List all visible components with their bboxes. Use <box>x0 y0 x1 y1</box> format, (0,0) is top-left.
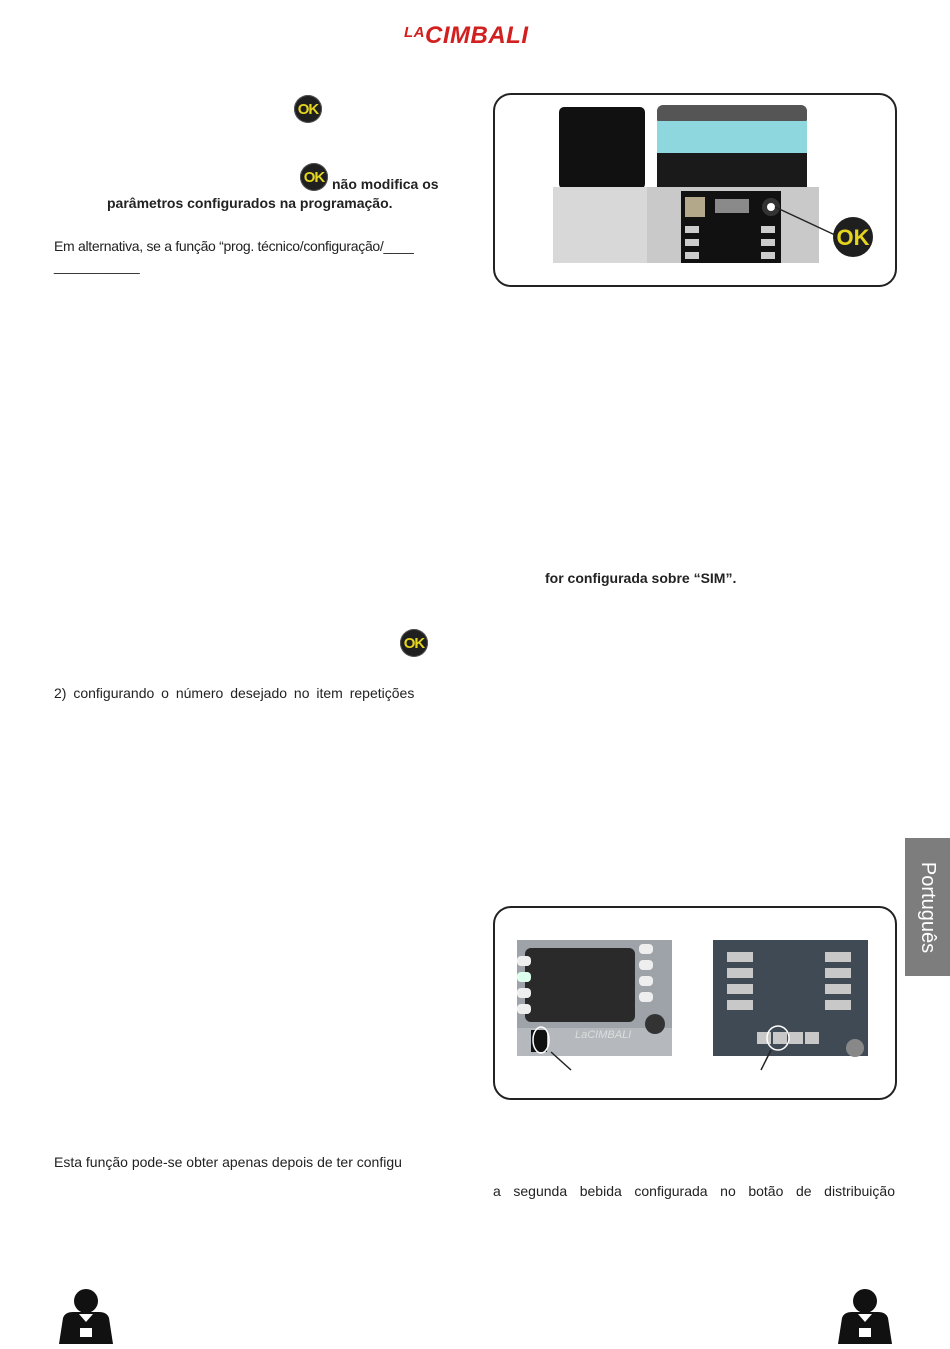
figure-machine-ok <box>493 93 897 287</box>
control-panels-illustration <box>495 908 895 1098</box>
barista-icon <box>834 1288 896 1349</box>
text-line: for configurada sobre “SIM”. <box>545 570 737 586</box>
ok-label: OK <box>403 634 425 652</box>
text-line: não modifica os <box>332 176 439 192</box>
text-line: Em alternativa, se a função “prog. técnico/configuração/____ <box>54 238 414 254</box>
ok-button-icon <box>294 95 322 123</box>
barista-icon <box>55 1288 117 1349</box>
text-line: Esta função pode-se obter apenas depois de ter configu <box>54 1154 402 1170</box>
figure-control-panels <box>493 906 897 1100</box>
machine-illustration <box>495 95 895 285</box>
language-tab <box>905 838 950 976</box>
ok-button-icon <box>300 163 328 191</box>
text-line: ___________ <box>54 258 140 274</box>
lacimbali-logo <box>404 22 528 50</box>
svg-text:OK: OK <box>836 225 870 250</box>
svg-text:LaCIMBALI: LaCIMBALI <box>575 1029 632 1041</box>
logo-prefix: LA <box>404 24 425 41</box>
text-line: a segunda bebida configurada no botão de distribuição <box>493 1183 895 1199</box>
ok-label: OK <box>297 100 319 118</box>
language-tab-label: Português <box>917 861 940 953</box>
text-line: 2) configurando o número desejado no item repetições <box>54 685 415 701</box>
ok-button-icon <box>400 629 428 657</box>
ok-label: OK <box>303 168 325 186</box>
logo-main: CIMBALI <box>425 22 529 49</box>
text-line: parâmetros configurados na programação. <box>107 195 393 211</box>
